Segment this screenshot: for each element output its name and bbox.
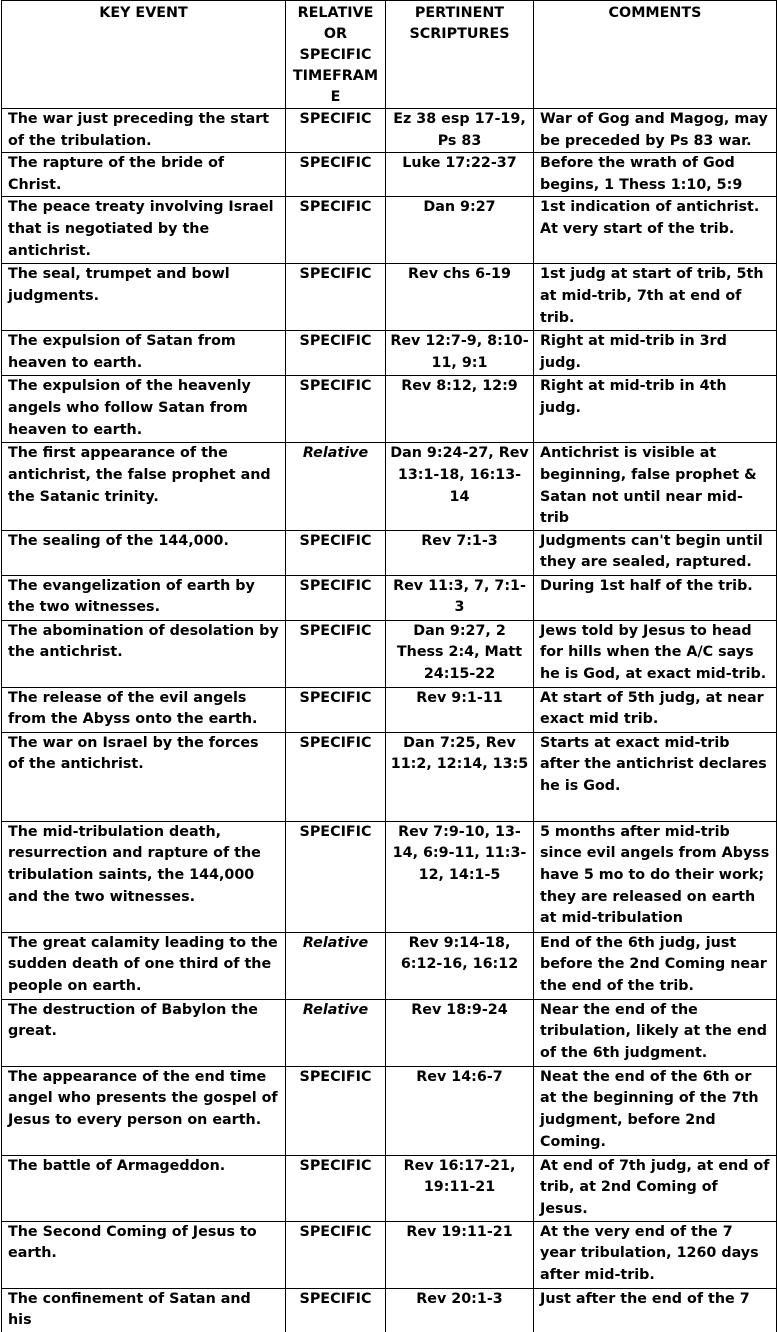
comments-cell: 1st indication of antichrist. At very start of the trib.: [534, 197, 777, 264]
scriptures-cell: Dan 7:25, Rev 11:2, 12:14, 13:5: [386, 732, 534, 821]
timeframe-cell: Relative: [286, 443, 386, 530]
comments-cell: Judgments can't begin until they are sealed, raptured.: [534, 530, 777, 575]
scriptures-cell: Rev 12:7-9, 8:10-11, 9:1: [386, 331, 534, 376]
comments-cell: Right at mid-trib in 4th judg.: [534, 376, 777, 443]
scriptures-cell: Rev 14:6-7: [386, 1066, 534, 1155]
header-key-event: KEY EVENT: [2, 1, 286, 109]
scriptures-cell: Dan 9:24-27, Rev 13:1-18, 16:13-14: [386, 443, 534, 530]
timeframe-cell: SPECIFIC: [286, 687, 386, 732]
timeframe-cell: SPECIFIC: [286, 821, 386, 932]
end-times-events-table: [1, 0, 777, 1332]
key-event-cell: The sealing of the 144,000.: [2, 530, 286, 575]
timeframe-cell: SPECIFIC: [286, 331, 386, 376]
timeframe-cell: SPECIFIC: [286, 376, 386, 443]
comments-cell: At end of 7th judg, at end of trib, at 2nd Coming of Jesus.: [534, 1155, 777, 1221]
table-row: [2, 687, 777, 732]
scriptures-cell: Rev 19:11-21: [386, 1221, 534, 1288]
timeframe-cell: SPECIFIC: [286, 1288, 386, 1332]
key-event-cell: The expulsion of the heavenly angels who follow Satan from heaven to earth.: [2, 376, 286, 443]
table-row: [2, 999, 777, 1066]
comments-cell: At start of 5th judg, at near exact mid trib.: [534, 687, 777, 732]
timeframe-cell: SPECIFIC: [286, 153, 386, 197]
scriptures-cell: Rev 7:1-3: [386, 530, 534, 575]
comments-cell: End of the 6th judg, just before the 2nd Coming near the end of the trib.: [534, 932, 777, 999]
table-row: [2, 331, 777, 376]
comments-cell: Antichrist is visible at beginning, false prophet & Satan not until near mid-trib: [534, 443, 777, 530]
scriptures-cell: Rev 20:1-3: [386, 1288, 534, 1332]
key-event-cell: The seal, trumpet and bowl judgments.: [2, 264, 286, 331]
header-timeframe: RELATIVE OR SPECIFIC TIMEFRAME: [286, 1, 386, 109]
table-row: [2, 1066, 777, 1155]
key-event-cell: The release of the evil angels from the Abyss onto the earth.: [2, 687, 286, 732]
table-row: [2, 197, 777, 264]
scriptures-cell: Rev 11:3, 7, 7:1-3: [386, 575, 534, 620]
scriptures-cell: Rev 9:14-18, 6:12-16, 16:12: [386, 932, 534, 999]
table-row: [2, 1288, 777, 1332]
timeframe-cell: SPECIFIC: [286, 109, 386, 153]
scriptures-cell: Ez 38 esp 17-19, Ps 83: [386, 109, 534, 153]
key-event-cell: The battle of Armageddon.: [2, 1155, 286, 1221]
table-row: [2, 443, 777, 530]
key-event-cell: The appearance of the end time angel who presents the gospel of Jesus to every person on earth.: [2, 1066, 286, 1155]
timeframe-cell: SPECIFIC: [286, 732, 386, 821]
timeframe-cell: Relative: [286, 932, 386, 999]
key-event-cell: The great calamity leading to the sudden death of one third of the people on earth.: [2, 932, 286, 999]
key-event-cell: The war on Israel by the forces of the antichrist.: [2, 732, 286, 821]
comments-cell: Right at mid-trib in 3rd judg.: [534, 331, 777, 376]
table-body: [2, 109, 777, 1332]
scriptures-cell: Rev 8:12, 12:9: [386, 376, 534, 443]
comments-cell: During 1st half of the trib.: [534, 575, 777, 620]
header-comments: COMMENTS: [534, 1, 777, 109]
timeframe-cell: Relative: [286, 999, 386, 1066]
scriptures-cell: Rev chs 6-19: [386, 264, 534, 331]
comments-cell: 5 months after mid-trib since evil angels from Abyss have 5 mo to do their work; they are released on earth at mid-tribulation: [534, 821, 777, 932]
comments-cell: Neat the end of the 6th or at the beginning of the 7th judgment, before 2nd Coming.: [534, 1066, 777, 1155]
comments-cell: Jews told by Jesus to head for hills when the A/C says he is God, at exact mid-trib.: [534, 620, 777, 687]
comments-cell: Starts at exact mid-trib after the antichrist declares he is God.: [534, 732, 777, 821]
table-row: [2, 821, 777, 932]
timeframe-cell: SPECIFIC: [286, 1155, 386, 1221]
table-row: [2, 575, 777, 620]
timeframe-cell: SPECIFIC: [286, 197, 386, 264]
key-event-cell: The mid-tribulation death, resurrection and rapture of the tribulation saints, the 144,000 and the two witnesses.: [2, 821, 286, 932]
key-event-cell: The rapture of the bride of Christ.: [2, 153, 286, 197]
header-row: [2, 1, 777, 109]
table-row: [2, 376, 777, 443]
key-event-cell: The war just preceding the start of the tribulation.: [2, 109, 286, 153]
scriptures-cell: Dan 9:27, 2 Thess 2:4, Matt 24:15-22: [386, 620, 534, 687]
table-row: [2, 1155, 777, 1221]
timeframe-cell: SPECIFIC: [286, 264, 386, 331]
timeframe-cell: SPECIFIC: [286, 620, 386, 687]
timeframe-cell: SPECIFIC: [286, 575, 386, 620]
key-event-cell: The expulsion of Satan from heaven to earth.: [2, 331, 286, 376]
scriptures-cell: Rev 18:9-24: [386, 999, 534, 1066]
key-event-cell: The peace treaty involving Israel that is negotiated by the antichrist.: [2, 197, 286, 264]
key-event-cell: The evangelization of earth by the two witnesses.: [2, 575, 286, 620]
header-scriptures: PERTINENT SCRIPTURES: [386, 1, 534, 109]
comments-cell: Near the end of the tribulation, likely at the end of the 6th judgment.: [534, 999, 777, 1066]
scriptures-cell: Dan 9:27: [386, 197, 534, 264]
table-row: [2, 530, 777, 575]
timeframe-cell: SPECIFIC: [286, 1066, 386, 1155]
comments-cell: At the very end of the 7 year tribulation, 1260 days after mid-trib.: [534, 1221, 777, 1288]
table-row: [2, 620, 777, 687]
scriptures-cell: Rev 9:1-11: [386, 687, 534, 732]
comments-cell: 1st judg at start of trib, 5th at mid-trib, 7th at end of trib.: [534, 264, 777, 331]
key-event-cell: The abomination of desolation by the antichrist.: [2, 620, 286, 687]
comments-cell: Before the wrath of God begins, 1 Thess 1:10, 5:9: [534, 153, 777, 197]
scriptures-cell: Luke 17:22-37: [386, 153, 534, 197]
key-event-cell: The confinement of Satan and his: [2, 1288, 286, 1332]
key-event-cell: The first appearance of the antichrist, the false prophet and the Satanic trinity.: [2, 443, 286, 530]
table-row: [2, 732, 777, 821]
comments-cell: War of Gog and Magog, may be preceded by Ps 83 war.: [534, 109, 777, 153]
table-row: [2, 153, 777, 197]
table-row: [2, 109, 777, 153]
table-row: [2, 932, 777, 999]
scriptures-cell: Rev 16:17-21, 19:11-21: [386, 1155, 534, 1221]
comments-cell: Just after the end of the 7: [534, 1288, 777, 1332]
timeframe-cell: SPECIFIC: [286, 1221, 386, 1288]
table-row: [2, 1221, 777, 1288]
key-event-cell: The destruction of Babylon the great.: [2, 999, 286, 1066]
scriptures-cell: Rev 7:9-10, 13-14, 6:9-11, 11:3-12, 14:1-5: [386, 821, 534, 932]
table-row: [2, 264, 777, 331]
timeframe-cell: SPECIFIC: [286, 530, 386, 575]
key-event-cell: The Second Coming of Jesus to earth.: [2, 1221, 286, 1288]
